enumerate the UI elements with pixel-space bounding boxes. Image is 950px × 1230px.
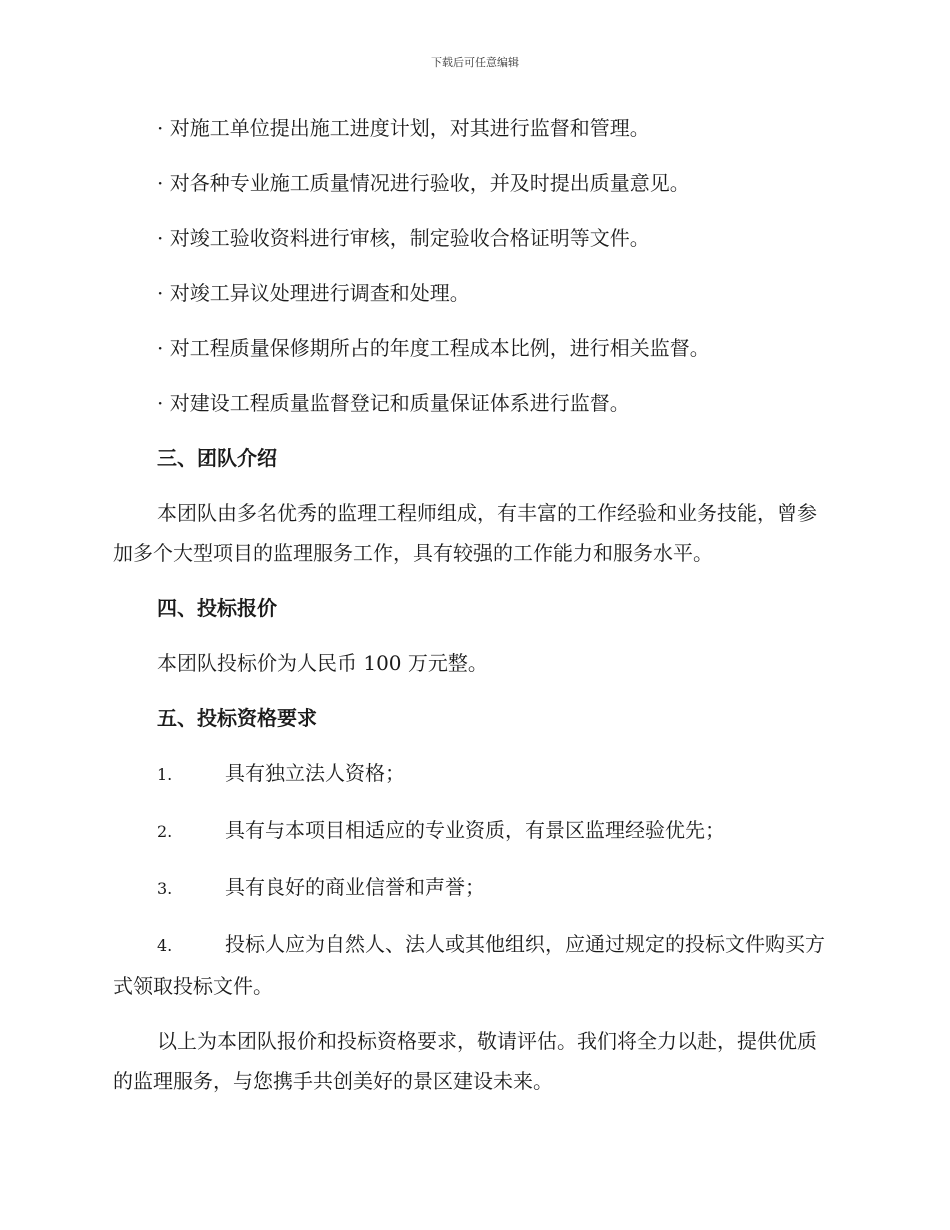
bullet-item: · 对施工单位提出施工进度计划，对其进行监督和管理。	[157, 116, 650, 140]
team-paragraph: 本团队由多名优秀的监理工程师组成，有丰富的工作经验和业务技能，曾参加多个大型项目的监理服务工作，具有较强的工作能力和服务水平。	[113, 501, 817, 565]
item-text: 具有独立法人资格；	[225, 761, 405, 785]
section-heading-qualification: 五、投标资格要求	[157, 706, 317, 730]
item-number: 1.	[157, 765, 173, 784]
bullet-item: · 对建设工程质量监督登记和质量保证体系进行监督。	[157, 391, 630, 415]
qualification-item	[113, 810, 833, 852]
closing-paragraph: 以上为本团队报价和投标资格要求，敬请评估。我们将全力以赴，提供优质的监理服务，与您携手共创美好的景区建设未来。	[113, 1029, 817, 1093]
item-number: 2.	[157, 822, 173, 841]
section-heading-price: 四、投标报价	[157, 596, 277, 620]
qualification-item	[113, 924, 833, 1006]
page-header: 下载后可任意编辑	[431, 56, 519, 69]
bullet-item: · 对竣工异议处理进行调查和处理。	[157, 281, 470, 305]
bullet-item: · 对各种专业施工质量情况进行验收，并及时提出质量意见。	[157, 171, 690, 195]
document-body	[113, 108, 833, 1116]
section-heading-team: 三、团队介绍	[157, 446, 277, 470]
item-text: 具有与本项目相适应的专业资质，有景区监理经验优先；	[225, 818, 725, 842]
item-text: 具有良好的商业信誉和声誉；	[225, 875, 485, 899]
bullet-item: · 对竣工验收资料进行审核，制定验收合格证明等文件。	[157, 226, 650, 250]
bullet-item: · 对工程质量保修期所占的年度工程成本比例，进行相关监督。	[157, 336, 710, 360]
qualification-item	[113, 867, 833, 909]
price-paragraph: 本团队投标价为人民币 100 万元整。	[157, 651, 488, 675]
item-number: 4.	[157, 936, 173, 955]
qualification-item	[113, 753, 833, 795]
item-number: 3.	[157, 879, 173, 898]
item-text: 投标人应为自然人、法人或其他组织，应通过规定的投标文件购买方式领取投标文件。	[113, 932, 825, 998]
